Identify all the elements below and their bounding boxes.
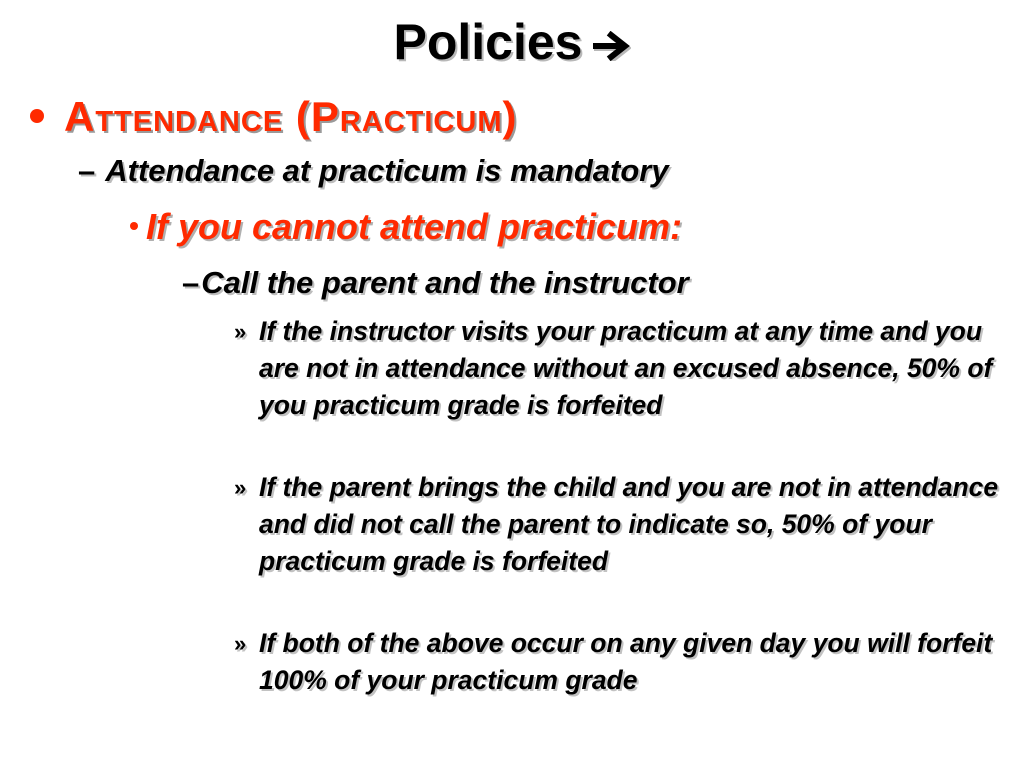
bullet-dot-icon: [30, 109, 44, 123]
bullet-subpoint: [78, 151, 669, 191]
bullet-subheading: [130, 205, 682, 249]
bullet-action: [182, 263, 689, 303]
dash-marker: –: [182, 265, 200, 300]
bullet-heading: [30, 92, 517, 142]
detail-text: If both of the above occur on any given day you will forfeit 100% of your practicum grade: [259, 628, 993, 695]
chevron-marker: »: [234, 319, 247, 344]
detail-item-3: [234, 625, 1009, 699]
detail-text: If the instructor visits your practicum at any time and you are not in attendance without an excused absence, 50% of you practicum grade is forfeited: [259, 316, 993, 420]
slide-title: [0, 12, 1024, 72]
detail-item-1: [234, 313, 1009, 424]
action-text: Call the parent and the instructor: [201, 265, 689, 300]
detail-text: If the parent brings the child and you are not in attendance and did not call the parent to indicate so, 50% of your practicum grade is forfeited: [259, 472, 999, 576]
subheading-text: If you cannot attend practicum:: [146, 206, 683, 247]
subpoint-text: Attendance at practicum is mandatory: [105, 153, 669, 188]
title-text: Policies: [393, 14, 583, 70]
right-arrow-icon: [593, 31, 631, 61]
dash-marker: –: [78, 153, 96, 188]
chevron-marker: »: [234, 631, 247, 656]
detail-item-2: [234, 469, 1009, 580]
bullet-dot-icon: [130, 222, 138, 230]
chevron-marker: »: [234, 475, 247, 500]
heading-text: Attendance (Practicum): [64, 93, 518, 140]
